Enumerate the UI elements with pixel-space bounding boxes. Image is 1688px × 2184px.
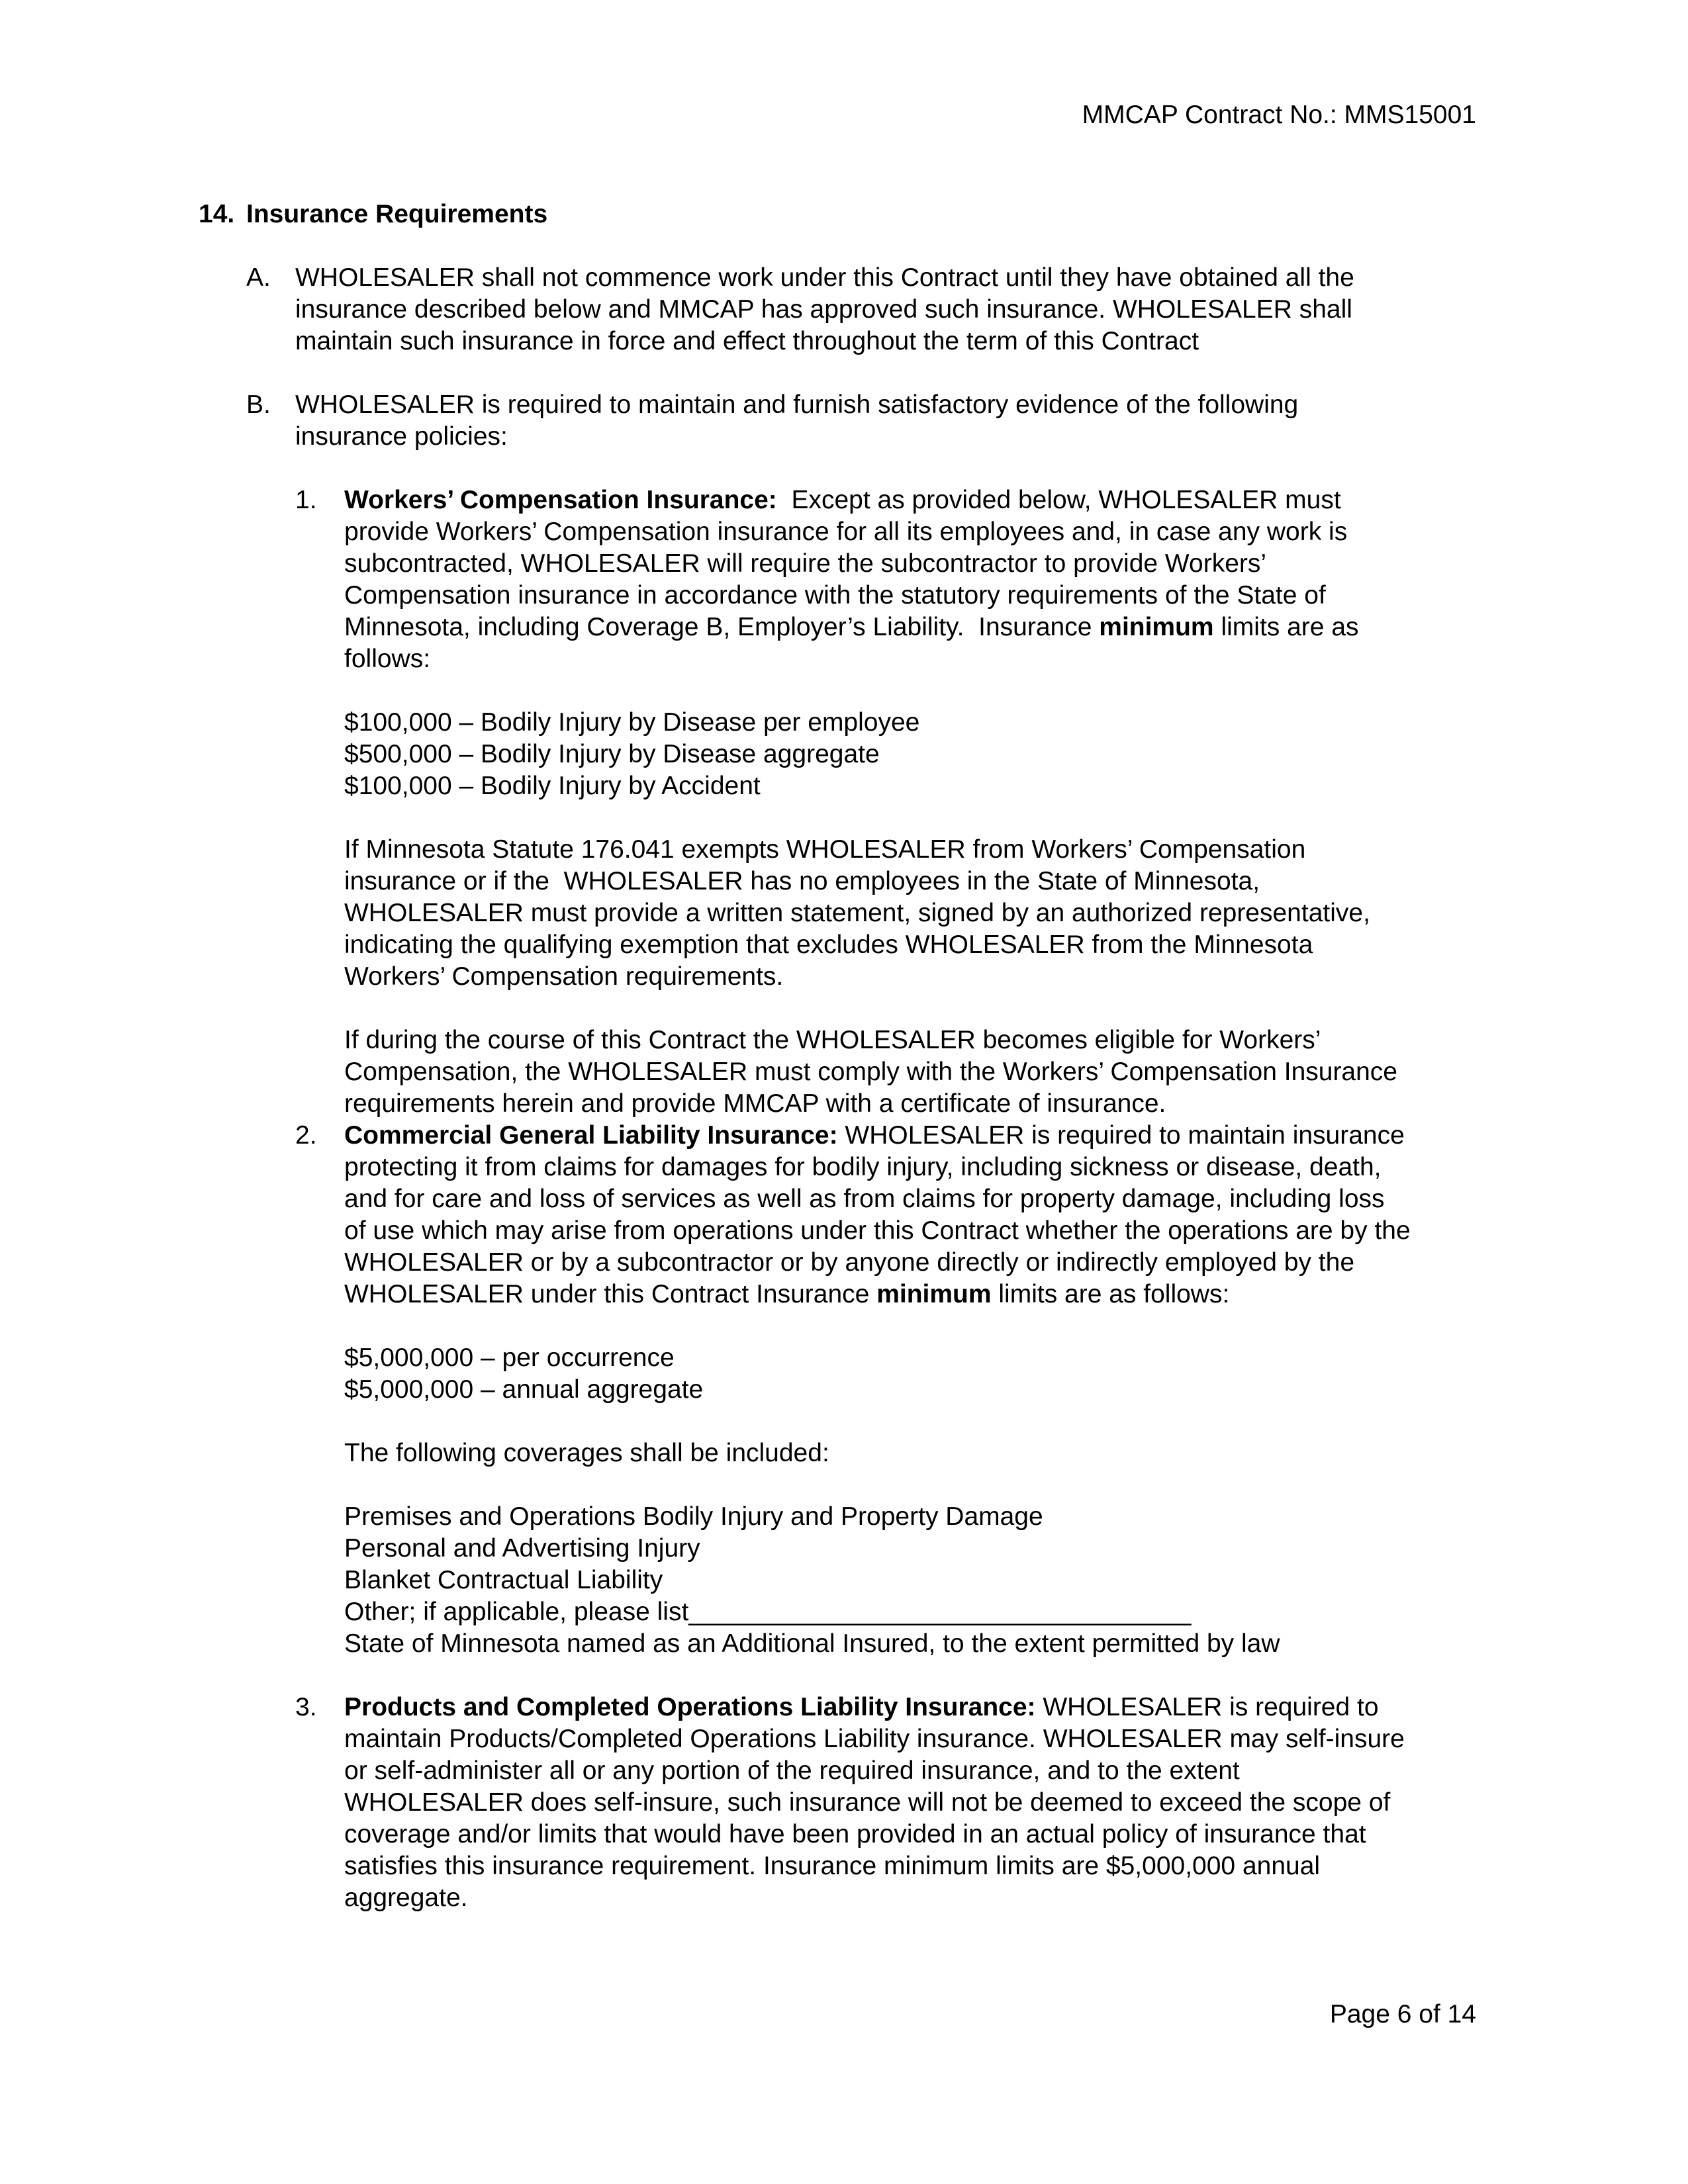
coverage-item: Personal and Advertising Injury — [344, 1534, 700, 1563]
item-1-title: Workers’ Compensation Insurance: — [344, 486, 777, 514]
item-2-line: of use which may arise from operations under this Contract whether the operations are by the — [344, 1216, 1411, 1245]
item-1-eligibility — [344, 1024, 1536, 1120]
item-2-line: WHOLESALER or by a subcontractor or by anyone directly or indirectly employed by the — [344, 1248, 1355, 1277]
coverage-item-other: Other; if applicable, please list___________________________________ — [344, 1598, 1192, 1626]
item-3-line: satisfies this insurance requirement. Insurance minimum limits are $5,000,000 annual — [344, 1852, 1321, 1880]
page-number: Page 6 of 14 — [1329, 2000, 1476, 2028]
para-b-line: insurance policies: — [295, 422, 508, 451]
exemption-line: Workers’ Compensation requirements. — [344, 962, 784, 991]
item-3-title: Products and Completed Operations Liability Insurance: — [344, 1693, 1036, 1721]
limit-line: $5,000,000 – per occurrence — [344, 1343, 675, 1372]
item-3-line: or self-administer all or any portion of the required insurance, and to the extent — [344, 1756, 1240, 1785]
item-3-line: coverage and/or limits that would have been provided in an actual policy of insurance that — [344, 1820, 1366, 1848]
item-1-line: Compensation insurance in accordance with the statutory requirements of the State of — [344, 581, 1326, 610]
item-3 — [344, 1692, 1536, 1914]
item-3-line: WHOLESALER does self-insure, such insurance will not be deemed to exceed the scope of — [344, 1788, 1391, 1817]
para-b-line: WHOLESALER is required to maintain and furnish satisfactory evidence of the following — [295, 390, 1299, 419]
para-a — [295, 262, 1487, 357]
section-title: Insurance Requirements — [246, 200, 548, 228]
item-1-line: provide Workers’ Compensation insurance for all its employees and, in case any work is — [344, 518, 1348, 546]
item-1-exemption — [344, 834, 1536, 993]
item-3-line: aggregate. — [344, 1884, 468, 1912]
item-1-limits — [344, 707, 1536, 802]
contract-number-header: MMCAP Contract No.: MMS15001 — [1082, 101, 1476, 129]
coverage-item: Premises and Operations Bodily Injury and Property Damage — [344, 1502, 1043, 1531]
eligibility-line: Compensation, the WHOLESALER must comply with the Workers’ Compensation Insurance — [344, 1058, 1398, 1086]
eligibility-line: requirements herein and provide MMCAP with a certificate of insurance. — [344, 1089, 1166, 1118]
item-1-line: follows: — [344, 645, 431, 673]
limit-line: $500,000 – Bodily Injury by Disease aggregate — [344, 740, 880, 768]
item-2 — [344, 1120, 1536, 1660]
item-3-line: maintain Products/Completed Operations Liability insurance. WHOLESALER may self-insure — [344, 1725, 1405, 1753]
exemption-line: WHOLESALER must provide a written statement, signed by an authorized representative, — [344, 899, 1370, 927]
coverages-intro: The following coverages shall be included: — [344, 1439, 829, 1467]
para-a-line: WHOLESALER shall not commence work under this Contract until they have obtained all the — [295, 263, 1354, 292]
item-1-line: subcontracted, WHOLESALER will require the subcontractor to provide Workers’ — [344, 549, 1267, 578]
item-2-title: Commercial General Liability Insurance: — [344, 1121, 838, 1150]
item-1-line-rest: Except as provided below, WHOLESALER must — [776, 486, 1341, 514]
eligibility-line: If during the course of this Contract the WHOLESALER becomes eligible for Workers’ — [344, 1026, 1321, 1054]
item-1-line-post: limits are as — [1213, 613, 1359, 641]
item-1-minimum: minimum — [1099, 613, 1214, 641]
item-2-line — [344, 1279, 1536, 1310]
item-2-line-post: limits are as follows: — [991, 1280, 1230, 1308]
item-1-line — [344, 612, 1536, 643]
item-1-line-pre: Minnesota, including Coverage B, Employer’s Liability. Insurance — [344, 613, 1100, 641]
item-2-minimum: minimum — [876, 1280, 992, 1308]
para-b — [295, 389, 1487, 453]
item-1 — [344, 484, 1536, 1120]
item-2-line — [344, 1120, 1536, 1152]
coverage-item: Blanket Contractual Liability — [344, 1566, 663, 1594]
item-1-label: 1. — [295, 486, 317, 514]
item-2-line-rest: WHOLESALER is required to maintain insurance — [837, 1121, 1405, 1150]
limit-line: $100,000 – Bodily Injury by Disease per employee — [344, 708, 920, 737]
coverages-list — [344, 1501, 1536, 1660]
limit-line: $5,000,000 – annual aggregate — [344, 1375, 704, 1404]
para-a-line: maintain such insurance in force and effect throughout the term of this Contract — [295, 327, 1199, 355]
para-b-label: B. — [246, 390, 271, 419]
para-a-label: A. — [246, 263, 271, 292]
item-2-line: and for care and loss of services as well as from claims for property damage, including loss — [344, 1185, 1385, 1213]
section-number: 14. — [199, 200, 235, 228]
limit-line: $100,000 – Bodily Injury by Accident — [344, 772, 761, 800]
exemption-line: indicating the qualifying exemption that excludes WHOLESALER from the Minnesota — [344, 931, 1313, 959]
item-2-label: 2. — [295, 1121, 317, 1150]
exemption-line: If Minnesota Statute 176.041 exempts WHOLESALER from Workers’ Compensation — [344, 835, 1306, 864]
para-a-line: insurance described below and MMCAP has approved such insurance. WHOLESALER shall — [295, 295, 1352, 324]
item-3-label: 3. — [295, 1693, 317, 1721]
exemption-line: insurance or if the WHOLESALER has no employees in the State of Minnesota, — [344, 867, 1260, 895]
coverage-item: State of Minnesota named as an Additional Insured, to the extent permitted by law — [344, 1629, 1280, 1658]
item-2-limits — [344, 1342, 1536, 1406]
item-3-line — [344, 1692, 1536, 1723]
section-heading — [199, 199, 547, 230]
item-1-line — [344, 484, 1536, 516]
item-3-line-rest: WHOLESALER is required to — [1035, 1693, 1379, 1721]
item-2-line: protecting it from claims for damages for bodily injury, including sickness or disease, death, — [344, 1153, 1382, 1181]
item-2-line-pre: WHOLESALER under this Contract Insurance — [344, 1280, 877, 1308]
